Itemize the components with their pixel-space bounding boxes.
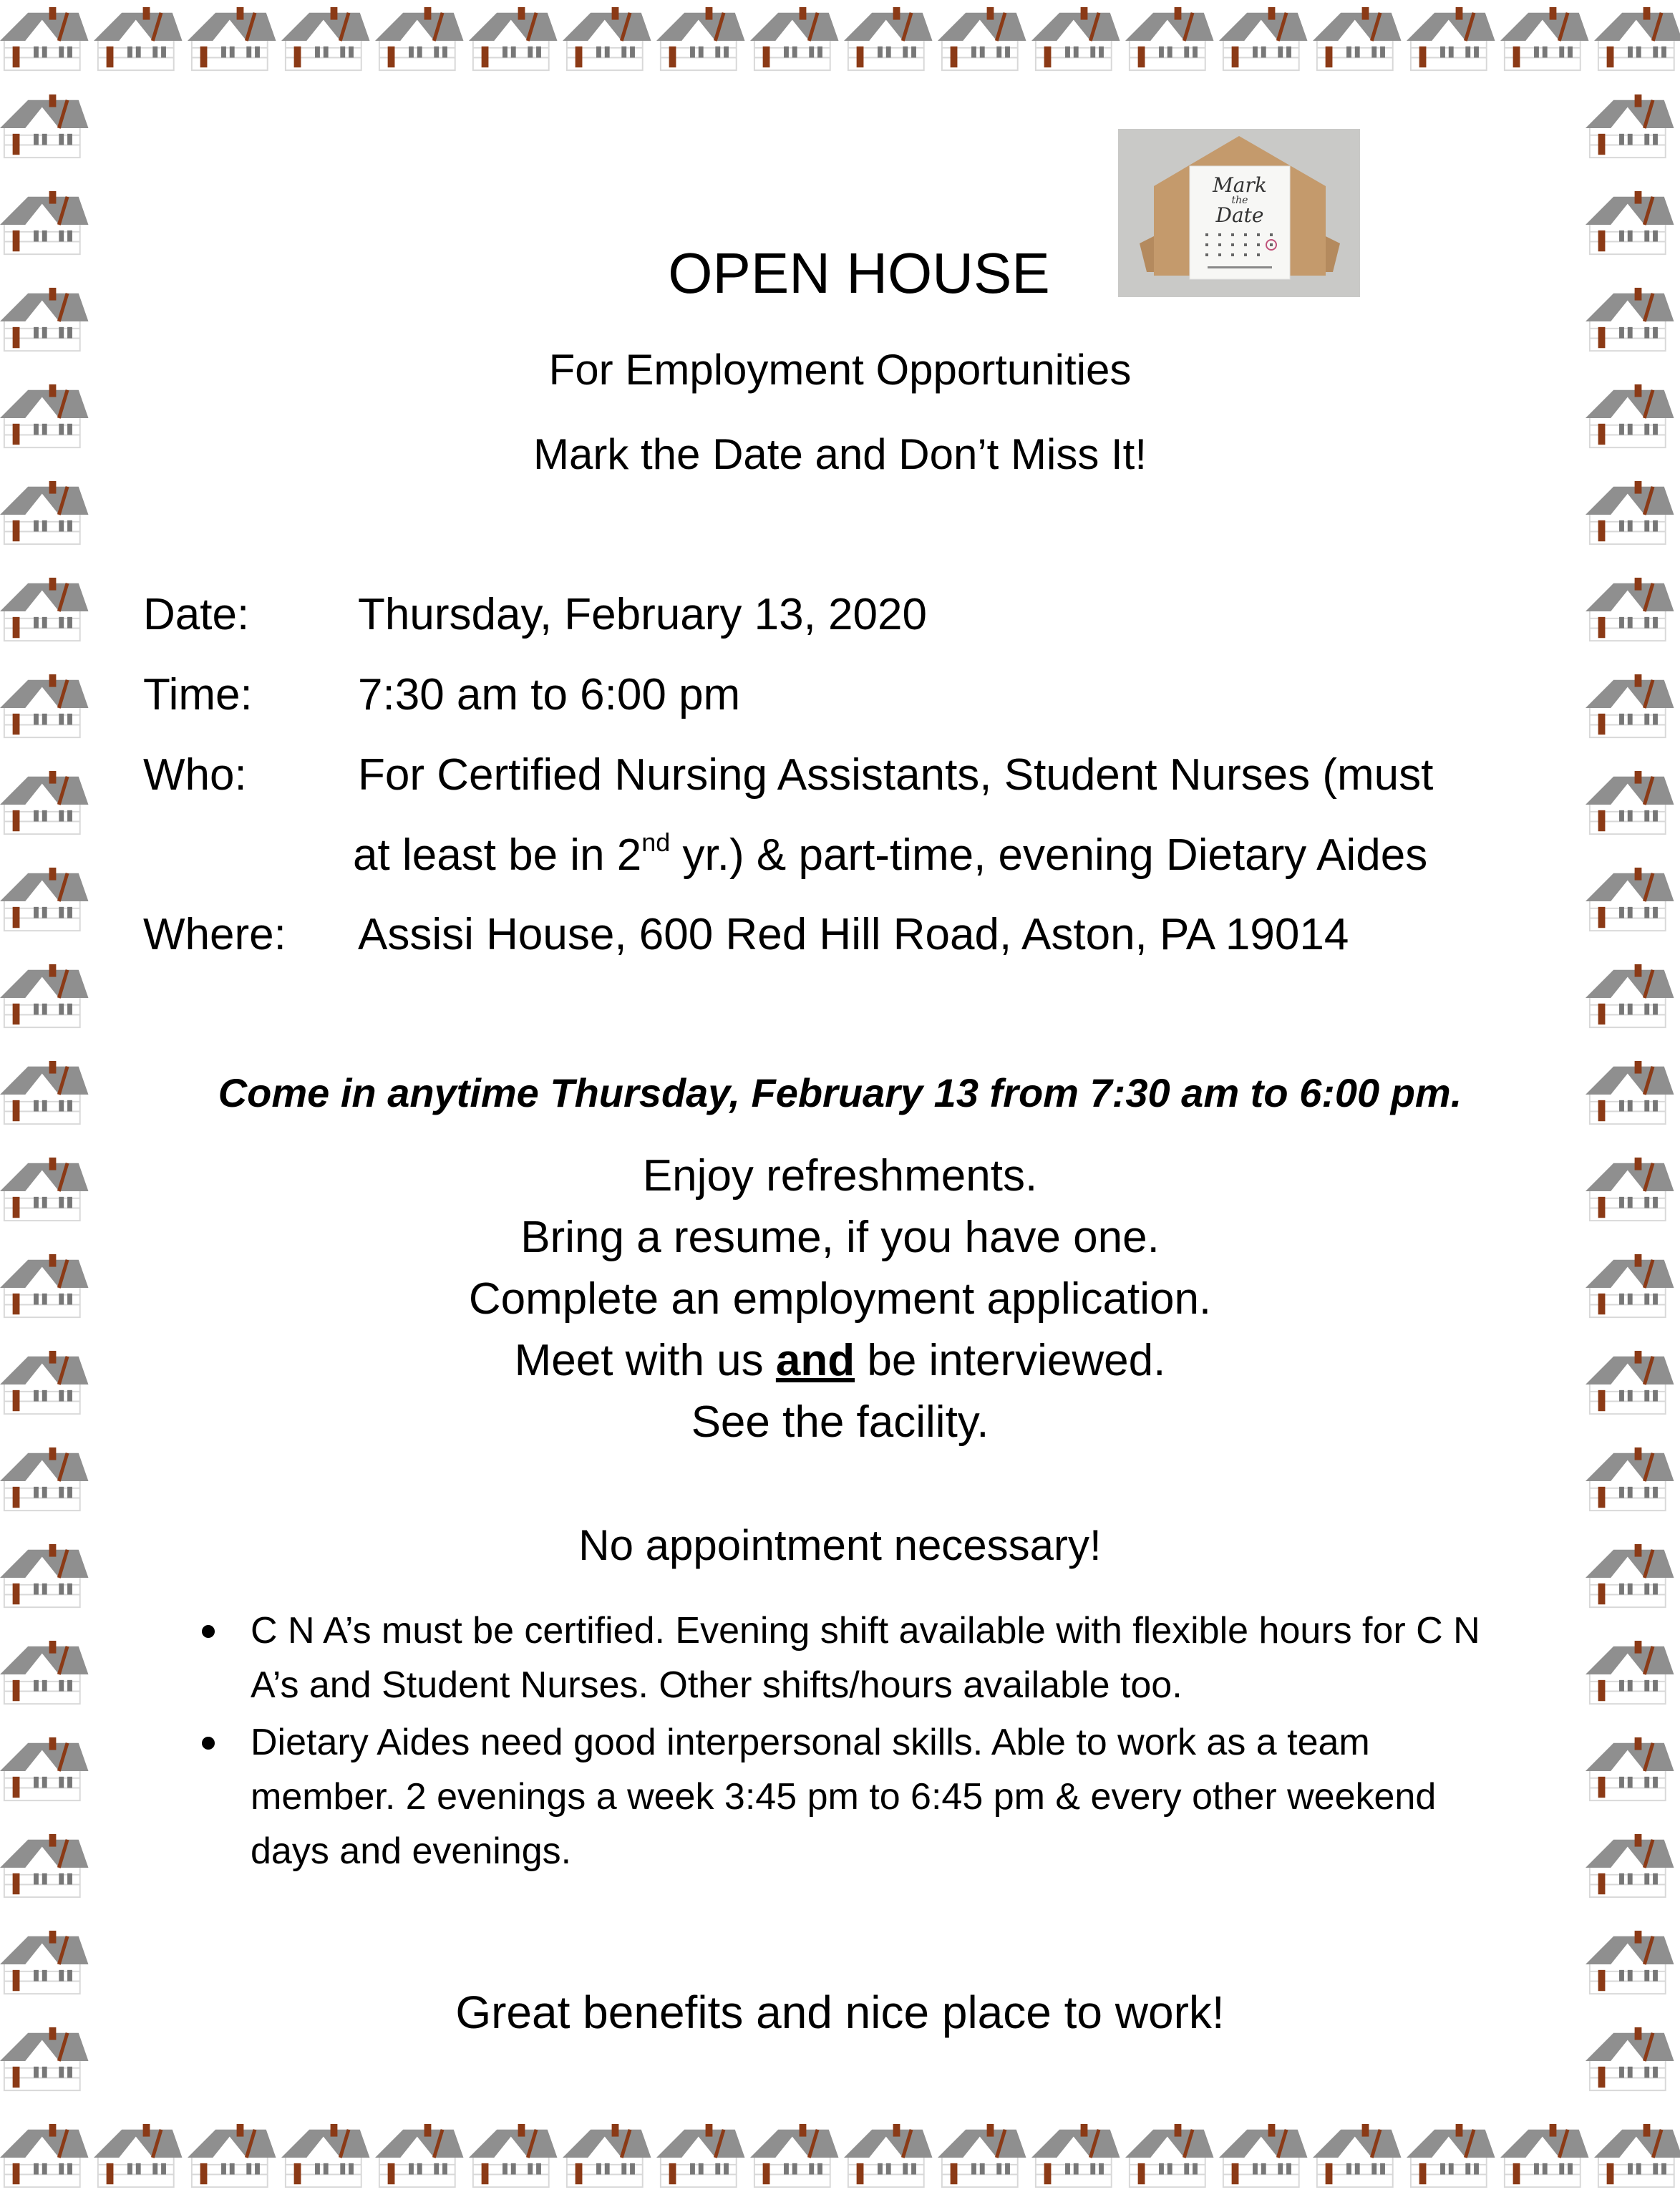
house-icon (0, 771, 88, 834)
house-icon (750, 7, 838, 70)
tagline: Mark the Date and Don’t Miss It! (533, 430, 1147, 478)
house-icon (1031, 2124, 1120, 2187)
subtitle: For Employment Opportunities (548, 346, 1132, 394)
time-value: 7:30 am to 6:00 pm (358, 670, 741, 719)
who-line2-ordinal: nd (641, 828, 671, 857)
house-icon (938, 7, 1026, 70)
no-appointment-heading: No appointment necessary! (578, 1521, 1102, 1569)
bullet-icon (202, 1737, 215, 1750)
house-border-bottom (0, 2123, 1680, 2188)
house-icon (938, 2124, 1026, 2187)
house-icon (1219, 2124, 1307, 2187)
house-icon (0, 1737, 88, 1800)
house-icon (1031, 7, 1120, 70)
house-icon (1586, 481, 1674, 544)
house-icon (1407, 7, 1495, 70)
photo-card-line3: Date (1215, 203, 1264, 227)
house-icon (1586, 578, 1674, 641)
house-icon (1313, 7, 1401, 70)
who-line2-suffix: yr.) & part-time, evening Dietary Aides (670, 830, 1428, 880)
house-icon (1219, 7, 1307, 70)
house-icon (469, 7, 557, 70)
house-icon (844, 7, 932, 70)
house-icon (281, 7, 369, 70)
house-icon (0, 481, 88, 544)
activities-list (0, 1145, 1680, 1453)
list-item (193, 1604, 1525, 1712)
house-icon (0, 2124, 88, 2187)
house-icon (1586, 1737, 1674, 1800)
house-icon (1586, 1641, 1674, 1704)
photo-card-line2: the (1231, 195, 1248, 206)
house-border-top (0, 6, 1680, 72)
house-icon (0, 964, 88, 1027)
house-icon (844, 2124, 932, 2187)
house-icon (1586, 771, 1674, 834)
house-icon (1586, 1834, 1674, 1897)
house-icon (1586, 868, 1674, 931)
house-icon (563, 7, 651, 70)
activity-item4-emphasis: and (775, 1336, 855, 1385)
house-icon (1586, 1447, 1674, 1510)
house-icon (1586, 1931, 1674, 1994)
who-line2-prefix: at least be in 2 (353, 830, 642, 880)
house-icon (375, 2124, 463, 2187)
closing-line: Great benefits and nice place to work! (455, 1987, 1225, 2038)
house-icon (0, 868, 88, 931)
house-icon (0, 1931, 88, 1994)
house-icon (94, 2124, 182, 2187)
where-label: Where: (143, 910, 286, 959)
list-item-text: Dietary Aides need good interpersonal skills. Able to work as a team member. 2 evenings a week 3:45 pm to 6:45 pm & every other weekend days and evenings. (251, 1722, 1437, 1872)
house-icon (1594, 2124, 1680, 2187)
house-icon (750, 2124, 838, 2187)
house-icon (0, 1834, 88, 1897)
house-icon (1586, 94, 1674, 157)
house-icon (1586, 964, 1674, 1027)
requirements-list (193, 1604, 1525, 1881)
house-icon (469, 2124, 557, 2187)
list-item-text: C N A’s must be certified. Evening shift available with flexible hours for C N A’s and Student Nurses. Other shifts/hours available too. (251, 1610, 1480, 1706)
house-icon (0, 674, 88, 737)
house-icon (188, 7, 276, 70)
house-icon (94, 7, 182, 70)
border-bottom-svg (0, 2123, 1680, 2188)
house-icon (281, 2124, 369, 2187)
house-icon (1407, 2124, 1495, 2187)
house-icon (1500, 2124, 1588, 2187)
activity-item: See the facility. (691, 1397, 989, 1447)
house-icon (1313, 2124, 1401, 2187)
house-icon (656, 2124, 744, 2187)
who-value-line1: For Certified Nursing Assistants, Student Nurses (must (358, 750, 1434, 800)
activity-item4-before: Meet with us (514, 1336, 776, 1385)
house-icon (188, 2124, 276, 2187)
where-value: Assisi House, 600 Red Hill Road, Aston, PA 19014 (358, 910, 1349, 959)
house-icon (0, 578, 88, 641)
house-icon (1125, 2124, 1213, 2187)
house-icon (1500, 7, 1588, 70)
activity-item: Complete an employment application. (468, 1274, 1212, 1324)
house-icon (0, 1641, 88, 1704)
house-icon (656, 7, 744, 70)
house-icon (0, 7, 88, 70)
who-label: Who: (143, 750, 247, 800)
activity-item: Enjoy refreshments. (642, 1151, 1038, 1201)
bullet-icon (202, 1625, 215, 1638)
time-label: Time: (143, 670, 253, 719)
border-top-svg (0, 6, 1680, 72)
house-icon (1586, 674, 1674, 737)
date-label: Date: (143, 590, 250, 639)
activity-item4-after: be interviewed. (855, 1336, 1166, 1385)
house-icon (1125, 7, 1213, 70)
house-icon (0, 94, 88, 157)
who-value-line2 (353, 830, 1427, 881)
activity-item: Bring a resume, if you have one. (520, 1213, 1160, 1262)
photo-card-line1: Mark (1213, 173, 1267, 197)
house-icon (1594, 7, 1680, 70)
list-item (193, 1715, 1525, 1878)
house-icon (0, 1447, 88, 1510)
house-icon (563, 2124, 651, 2187)
house-icon (375, 7, 463, 70)
activity-item (0, 1330, 1680, 1392)
date-value: Thursday, February 13, 2020 (358, 590, 927, 639)
page-title: OPEN HOUSE (668, 241, 1050, 305)
come-in-note: Come in anytime Thursday, February 13 from 7:30 am to 6:00 pm. (218, 1070, 1462, 1115)
